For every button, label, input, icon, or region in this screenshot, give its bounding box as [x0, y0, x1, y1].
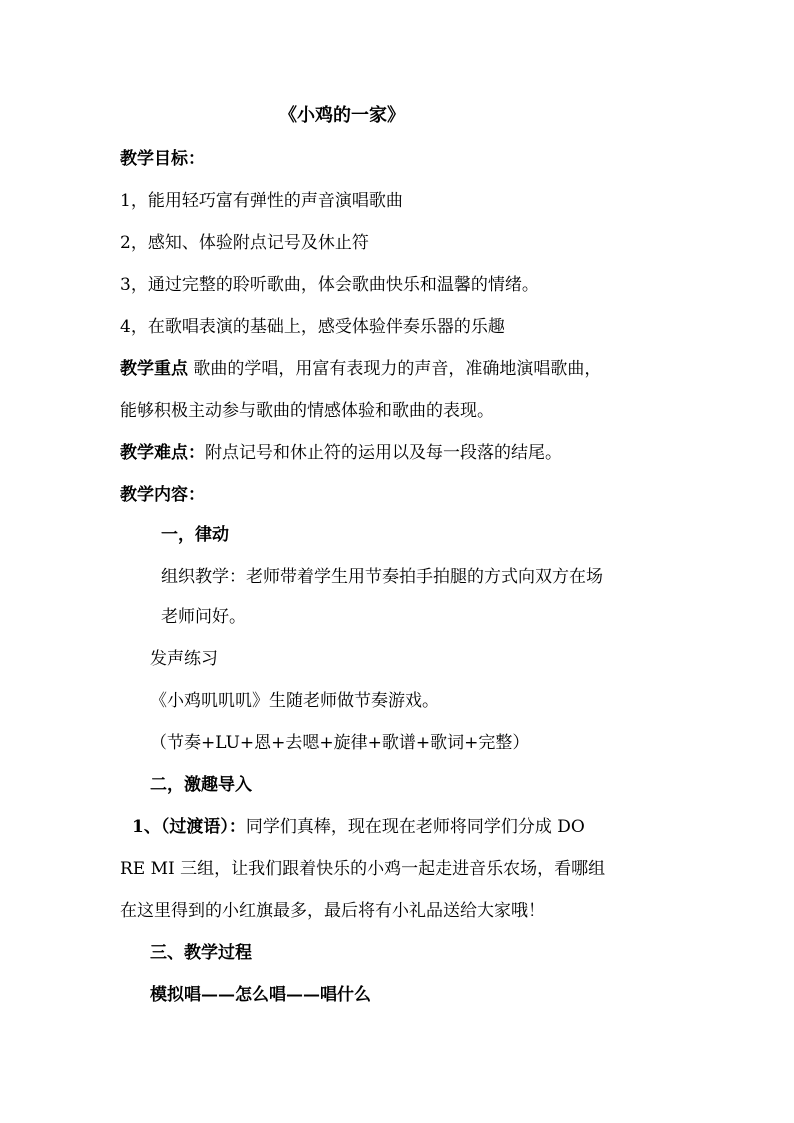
- section1-text: 组织教学：老师带着学生用节奏拍手拍腿的方式向双方在场: [161, 567, 603, 587]
- objective-item: 1，能用轻巧富有弹性的声音演唱歌曲: [120, 191, 403, 211]
- intro-continuation: 在这里得到的小红旗最多，最后将有小礼品送给大家哦！: [120, 901, 545, 921]
- section2-heading: 二，激趣导入: [150, 775, 252, 795]
- vocal-practice-heading: 发声练习: [150, 649, 218, 669]
- key-points-text: 歌曲的学唱，用富有表现力的声音，准确地演唱歌曲，: [188, 359, 602, 379]
- intro-paragraph: [132, 816, 585, 838]
- section3-heading: 三、教学过程: [150, 943, 252, 963]
- intro-label: 1、（过渡语）：: [132, 817, 246, 837]
- process-line: 模拟唱——怎么唱——唱什么: [150, 985, 371, 1005]
- difficulty-text: 附点记号和休止符的运用以及每一段落的结尾。: [205, 443, 562, 463]
- intro-text: 同学们真棒，现在现在老师将同学们分成 DO: [245, 817, 585, 837]
- document-title: 《小鸡的一家》: [279, 105, 405, 126]
- objective-item: 2，感知、体验附点记号及休止符: [120, 233, 369, 253]
- vocal-game-text: 《小鸡叽叽叽》生随老师做节奏游戏。: [150, 691, 439, 711]
- section1-continuation: 老师问好。: [161, 607, 246, 627]
- intro-continuation: RE MI 三组，让我们跟着快乐的小鸡一起走进音乐农场，看哪组: [120, 859, 606, 879]
- key-points-continuation: 能够积极主动参与歌曲的情感体验和歌曲的表现。: [120, 401, 494, 421]
- section1-heading: 一，律动: [161, 525, 229, 545]
- objective-item: 3，通过完整的聆听歌曲，体会歌曲快乐和温馨的情绪。: [120, 275, 539, 295]
- vocal-steps-text: （节奏+LU+恩+去嗯+旋律+歌谱+歌词+完整）: [150, 733, 530, 753]
- key-points-label: 教学重点: [120, 359, 188, 379]
- content-heading: 教学内容：: [120, 485, 205, 505]
- key-points-paragraph: [120, 358, 601, 380]
- difficulty-label: 教学难点：: [120, 443, 205, 463]
- difficulty-paragraph: [120, 442, 562, 464]
- objective-item: 4，在歌唱表演的基础上，感受体验伴奏乐器的乐趣: [120, 317, 505, 337]
- objectives-heading: 教学目标：: [120, 149, 205, 169]
